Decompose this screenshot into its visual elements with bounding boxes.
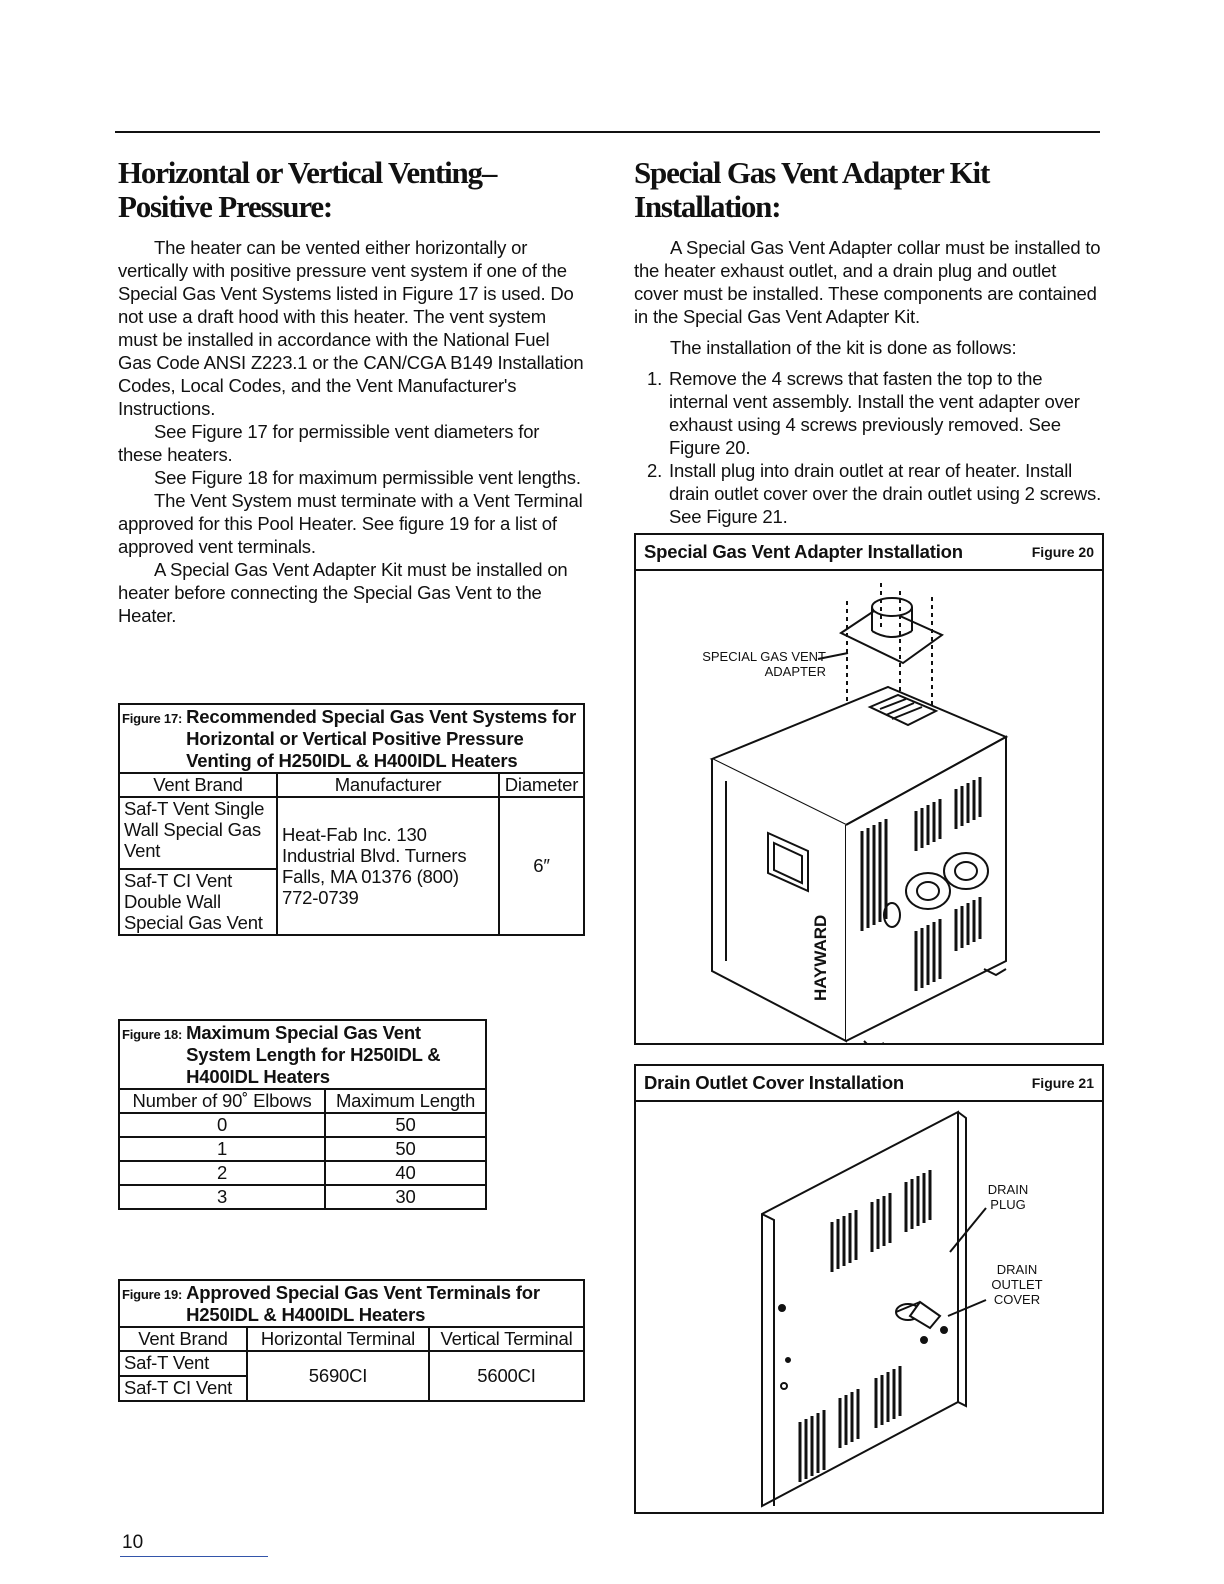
figure-21-number: Figure 21 xyxy=(1031,1075,1094,1091)
table-cell: 50 xyxy=(325,1137,486,1161)
figure-18-title: Maximum Special Gas Vent System Length for H250IDL & H400IDL Heaters xyxy=(186,1022,441,1087)
figure-19-caption xyxy=(119,1280,584,1327)
figure-21 xyxy=(634,1064,1104,1514)
heater-brand-mark: HAYWARD xyxy=(811,914,830,1001)
figure-20-titlebar xyxy=(636,535,1102,571)
installation-steps xyxy=(634,367,1102,528)
figure-17-table xyxy=(118,703,585,936)
left-paragraph-2: See Figure 17 for permissible vent diameters for these heaters. xyxy=(118,421,540,465)
table-cell-brand: Saf-T Vent Single Wall Special Gas Vent xyxy=(119,797,277,869)
page-number: 10 xyxy=(122,1532,144,1553)
figure-19-table xyxy=(118,1279,585,1402)
list-item: 2. Install plug into drain outlet at rear of heater. Install drain outlet cover over the drain outlet using 2 screws. See Figure 21. xyxy=(667,459,1102,528)
table-cell: 30 xyxy=(325,1185,486,1209)
column-header: Manufacturer xyxy=(277,773,499,797)
right-paragraph-2: The installation of the kit is done as follows: xyxy=(670,337,1017,358)
table-cell-brand: Saf-T CI Vent Double Wall Special Gas Vent xyxy=(119,869,277,935)
figure-17-caption xyxy=(119,704,584,773)
rear-panel-illustration xyxy=(636,1102,1102,1512)
column-header: Vent Brand xyxy=(119,1327,247,1351)
table-cell-diameter: 6″ xyxy=(499,797,584,935)
figure-21-title: Drain Outlet Cover Installation xyxy=(644,1072,905,1093)
figure-18-label: Figure 18: xyxy=(122,1027,183,1042)
left-paragraph-3: See Figure 18 for maximum permissible vent lengths. xyxy=(154,467,581,488)
figure-20-callout: SPECIAL GAS VENT ADAPTER xyxy=(702,649,826,679)
table-cell-horizontal: 5690CI xyxy=(247,1351,429,1401)
column-header: Vertical Terminal xyxy=(429,1327,584,1351)
figure-19-label: Figure 19: xyxy=(122,1287,183,1302)
figure-21-titlebar xyxy=(636,1066,1102,1102)
left-heading: Horizontal or Vertical Venting–Positive Pressure: xyxy=(118,155,497,224)
left-paragraph-4: The Vent System must terminate with a Vent Terminal approved for this Pool Heater. See figure 19 for a list of approved vent terminals. xyxy=(118,490,583,557)
figure-19-title: Approved Special Gas Vent Terminals for H250IDL & H400IDL Heaters xyxy=(186,1282,540,1325)
table-cell: 50 xyxy=(325,1113,486,1137)
right-column xyxy=(634,150,1102,528)
table-cell-manufacturer: Heat-Fab Inc. 130 Industrial Blvd. Turners Falls, MA 01376 (800) 772-0739 xyxy=(277,797,499,935)
figure-20-title: Special Gas Vent Adapter Installation xyxy=(644,541,963,562)
column-header: Diameter xyxy=(499,773,584,797)
column-header: Vent Brand xyxy=(119,773,277,797)
footer-line xyxy=(120,1556,268,1557)
left-paragraph-1: The heater can be vented either horizontally or vertically with positive pressure vent system if one of the Special Gas Vent Systems listed in Figure 17 is used. Do not use a draft hood with this heater. The vent system must be installed in accordance with the National Fuel Gas Code ANSI Z223.1 or the CAN/CGA B149 Installation Codes, Local Codes, and the Vent Manufacturer's Instructions. xyxy=(118,237,584,419)
figure-21-callout-plug: DRAIN PLUG xyxy=(987,1182,1029,1212)
figure-17-label: Figure 17: xyxy=(122,711,183,726)
table-cell: 3 xyxy=(119,1185,325,1209)
table-cell-vertical: 5600CI xyxy=(429,1351,584,1401)
figure-20-number: Figure 20 xyxy=(1031,544,1094,560)
table-cell: 2 xyxy=(119,1161,325,1185)
right-paragraph-1: A Special Gas Vent Adapter collar must be installed to the heater exhaust outlet, and a drain plug and outlet cover must be installed. These components are contained in the Special Gas Vent Adapter Kit. xyxy=(634,237,1101,327)
column-header: Maximum Length xyxy=(325,1089,486,1113)
column-header: Horizontal Terminal xyxy=(247,1327,429,1351)
figure-21-callout-cover: DRAIN OUTLET COVER xyxy=(991,1262,1043,1307)
right-heading: Special Gas Vent Adapter Kit Installation: xyxy=(634,155,990,224)
left-column xyxy=(118,150,586,627)
table-cell-brand: Saf-T CI Vent xyxy=(119,1376,247,1401)
column-header: Number of 90˚ Elbows xyxy=(119,1089,325,1113)
table-cell: 0 xyxy=(119,1113,325,1137)
figure-18-caption xyxy=(119,1020,486,1089)
heater-illustration xyxy=(636,571,1102,1043)
table-cell: 40 xyxy=(325,1161,486,1185)
figure-17-title: Recommended Special Gas Vent Systems for Horizontal or Vertical Positive Pressure Venting of H250IDL & H400IDL Heaters xyxy=(186,706,577,771)
top-rule xyxy=(115,131,1100,133)
left-paragraph-5: A Special Gas Vent Adapter Kit must be installed on heater before connecting the Special Gas Vent to the Heater. xyxy=(118,559,568,626)
table-cell-brand: Saf-T Vent xyxy=(119,1351,247,1376)
table-cell: 1 xyxy=(119,1137,325,1161)
figure-18-table xyxy=(118,1019,487,1210)
figure-20 xyxy=(634,533,1104,1045)
list-item: 1. Remove the 4 screws that fasten the top to the internal vent assembly. Install the vent adapter over exhaust using 4 screws previously removed. See Figure 20. xyxy=(667,367,1102,459)
